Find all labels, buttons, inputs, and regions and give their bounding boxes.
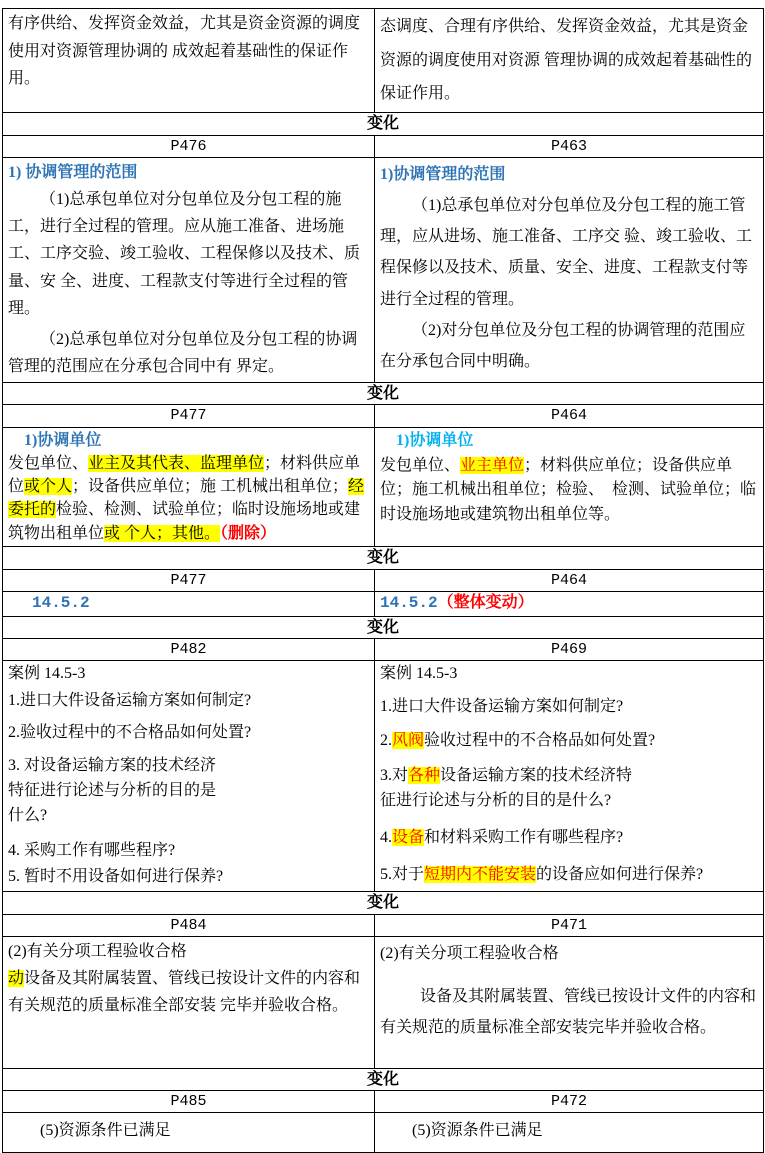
text-run: （2)对分包单位及分包工程的协调管理的范围应在分承包合同中明确。	[380, 321, 746, 370]
left-content-cell	[3, 591, 375, 616]
text-run: 特征进行论述与分析的目的是	[8, 781, 217, 799]
text-run: 发包单位、	[380, 456, 461, 474]
blue-heading-text: 1)协调管理的范围	[380, 165, 506, 183]
text-run: 设备及其附属装置、管线已按设计文件的内容和有关规范的质量标准全部安装 完毕并验收合格。	[8, 970, 361, 1015]
change-row	[3, 546, 764, 569]
paragraph	[8, 804, 369, 829]
right-content-cell	[375, 427, 764, 546]
change-row	[3, 616, 764, 638]
text-run: 5.对于	[380, 865, 425, 883]
text-run: 3. 对设备运输方案的技术经济	[8, 757, 217, 775]
yellow-highlight-text: 或个人	[24, 478, 73, 496]
change-label-cell: 变化	[3, 1069, 764, 1091]
paragraph	[380, 1118, 758, 1144]
text-run: 2.验收过程中的不合格品如何处置?	[8, 724, 252, 742]
right-content-cell	[375, 157, 764, 382]
pages-row	[3, 915, 764, 937]
yellow-highlight-text: 业主及其代表、监理单位	[88, 454, 265, 472]
text-run: 什么?	[8, 806, 48, 824]
text-run: 案例 14.5-3	[380, 664, 458, 682]
blue-heading-text: 1) 协调管理的范围	[8, 163, 138, 181]
text-run: (2)有关分项工程验收合格	[8, 943, 187, 961]
content-row	[3, 1113, 764, 1153]
text-run: 和材料采购工作有哪些程序?	[424, 828, 624, 846]
paragraph	[8, 839, 369, 864]
text-run: (5)资源条件已满足	[40, 1122, 171, 1140]
paragraph	[8, 662, 369, 687]
left-content-cell	[3, 9, 375, 113]
paragraph	[380, 159, 758, 190]
paragraph	[8, 779, 369, 804]
right-content-cell	[375, 591, 764, 616]
content-row	[3, 660, 764, 891]
change-row	[3, 1069, 764, 1091]
text-run: 2.	[380, 732, 392, 750]
text-run: （1)总承包单位对分包单位及分包工程的施工，进行全过程的管理。应从施工准备、进场施工、工序交验、竣工验收、工程保修以及技术、质量、安 全、进度、工程款支付等进行全过程的管理。	[8, 190, 361, 317]
text-run: 态调度、合理有序供给、发挥资金效益，尤其是资金资源的调度使用对资源 管理协调的成效起着基础性的保证作用。	[380, 18, 753, 103]
text-run: 4.	[380, 828, 392, 846]
paragraph	[8, 10, 369, 93]
paragraph	[8, 452, 369, 545]
paragraph	[380, 981, 758, 1043]
text-run: （1)总承包单位对分包单位及分包工程的施工管理，应从进场、施工准备、工序交 验、竣工验收、工程保修以及技术、质量、安全、进度、工程款支付等进行全过程的管理。	[380, 196, 753, 308]
paragraph	[380, 315, 758, 377]
content-row	[3, 591, 764, 616]
left-content-cell	[3, 1113, 375, 1153]
text-run: 设备运输方案的技术经济特	[440, 767, 633, 785]
blue-section-number: 14.5.2	[380, 593, 438, 612]
right-page-number-cell: P464	[375, 404, 764, 427]
change-label-cell: 变化	[3, 112, 764, 135]
text-run: 检验、检测、试验单位；临时设施场地或建筑物出租单位	[8, 501, 361, 542]
comparison-table-body	[3, 9, 764, 1153]
yellow-highlight-red-text: 短期内不能安装	[424, 865, 537, 883]
text-run: (5)资源条件已满足	[412, 1122, 543, 1140]
left-page-number-cell: P482	[3, 638, 375, 660]
paragraph	[380, 729, 758, 754]
text-run: （2)总承包单位对分包单位及分包工程的协调管理的范围应在分承包合同中有 界定。	[8, 330, 358, 376]
text-run: ；材料供应单位；设备供应单位；施工机械出租单位；检验、 检测、试验单位；临时设施场地或建筑物出租单位等。	[380, 456, 757, 524]
right-content-cell	[375, 937, 764, 1069]
pages-row	[3, 569, 764, 591]
yellow-highlight-text: 经委托的	[8, 478, 365, 519]
right-content-cell	[375, 1113, 764, 1153]
yellow-highlight-text: 动	[8, 970, 25, 988]
paragraph	[380, 789, 758, 814]
paragraph	[8, 1118, 369, 1144]
red-annotation-text: （整体变动）	[437, 593, 534, 611]
text-run: 的设备应如何进行保养?	[536, 865, 704, 883]
right-page-number-cell: P469	[375, 638, 764, 660]
text-run: 1.进口大件设备运输方案如何制定?	[8, 691, 252, 709]
text-run: ；设备供应单位；施 工机械出租单位；	[72, 478, 349, 496]
paragraph	[380, 10, 758, 111]
left-page-number-cell: P477	[3, 404, 375, 427]
change-label-cell: 变化	[3, 616, 764, 638]
pages-row	[3, 638, 764, 660]
text-run: 发包单位、	[8, 454, 89, 472]
left-page-number-cell: P476	[3, 135, 375, 157]
content-row	[3, 937, 764, 1069]
text-run: (2)有关分项工程验收合格	[380, 945, 559, 963]
left-page-number-cell: P484	[3, 915, 375, 937]
paragraph	[380, 593, 758, 614]
left-content-cell	[3, 937, 375, 1069]
paragraph	[8, 754, 369, 779]
paragraph	[8, 965, 369, 1019]
red-annotation-text: （删除）	[220, 524, 277, 542]
paragraph	[380, 454, 758, 528]
change-row	[3, 892, 764, 915]
paragraph	[380, 938, 758, 969]
yellow-highlight-red-text: 风阀	[392, 732, 425, 750]
paragraph	[8, 429, 369, 452]
text-run: 设备及其附属装置、管线已按设计文件的内容和有关规范的质量标准全部安装完毕并验收合格。	[380, 988, 757, 1037]
change-row	[3, 382, 764, 404]
left-content-cell	[3, 157, 375, 382]
yellow-highlight-text: 或 个人；其他。	[104, 524, 221, 542]
paragraph	[380, 764, 758, 789]
change-label-cell: 变化	[3, 892, 764, 915]
paragraph	[380, 863, 758, 888]
paragraph	[8, 689, 369, 714]
left-content-cell	[3, 427, 375, 546]
comparison-table	[2, 8, 764, 1153]
paragraph	[8, 159, 369, 186]
pages-row	[3, 1091, 764, 1113]
text-run: ；材料供应单位	[8, 454, 361, 496]
pages-row	[3, 135, 764, 157]
text-run: 有序供给、发挥资金效益，尤其是资金资源的调度使用对资源管理协调的 成效起着基础性的保证作用。	[8, 15, 361, 88]
paragraph	[8, 593, 369, 614]
cyan-heading-text: 1)协调单位	[396, 431, 474, 449]
right-page-number-cell: P472	[375, 1091, 764, 1113]
right-page-number-cell: P471	[375, 915, 764, 937]
yellow-highlight-red-text: 各种	[408, 767, 441, 785]
yellow-highlight-red-text: 设备	[392, 828, 425, 846]
text-run: 4. 采购工作有哪些程序?	[8, 841, 176, 859]
text-run: 3.对	[380, 767, 409, 785]
change-label-cell: 变化	[3, 546, 764, 569]
yellow-highlight-red-text: 业主单位	[460, 456, 525, 474]
right-page-number-cell: P464	[375, 569, 764, 591]
paragraph	[8, 186, 369, 322]
content-row	[3, 157, 764, 382]
paragraph	[380, 695, 758, 720]
blue-heading-text: 1)协调单位	[24, 431, 102, 449]
paragraph	[8, 326, 369, 380]
paragraph	[380, 190, 758, 315]
content-row	[3, 427, 764, 546]
right-content-cell	[375, 660, 764, 891]
text-run: 验收过程中的不合格品如何处置?	[424, 732, 656, 750]
paragraph	[8, 721, 369, 746]
text-run: 案例 14.5-3	[8, 664, 86, 682]
left-page-number-cell: P477	[3, 569, 375, 591]
paragraph	[380, 826, 758, 851]
paragraph	[8, 938, 369, 965]
text-run: 1.进口大件设备运输方案如何制定?	[380, 697, 624, 715]
right-page-number-cell: P463	[375, 135, 764, 157]
right-content-cell	[375, 9, 764, 113]
blue-section-number: 14.5.2	[32, 593, 90, 612]
text-run: 5. 暂时不用设备如何进行保养?	[8, 868, 224, 886]
change-label-cell: 变化	[3, 382, 764, 404]
content-row	[3, 9, 764, 113]
change-row	[3, 112, 764, 135]
text-run: 征进行论述与分析的目的是什么?	[380, 791, 612, 809]
pages-row	[3, 404, 764, 427]
paragraph	[8, 865, 369, 890]
left-page-number-cell: P485	[3, 1091, 375, 1113]
paragraph	[380, 429, 758, 454]
paragraph	[380, 662, 758, 687]
left-content-cell	[3, 660, 375, 891]
